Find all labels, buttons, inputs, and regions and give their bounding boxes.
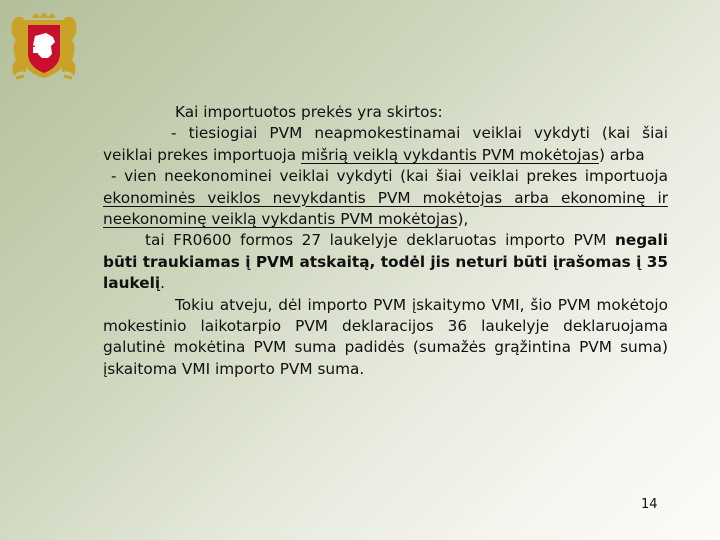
case-non-economic-underlined: ekonominės veiklos nevykdantis PVM mokėtojas arba ekonominę ir neekonominę veiklą vykdantis PVM mokėtojas xyxy=(103,188,668,229)
coat-of-arms-icon xyxy=(8,10,80,80)
page-number: 14 xyxy=(641,497,658,512)
slide-body xyxy=(103,102,668,380)
case-non-economic-text: - vien neekonominei veiklai vykdyti (kai šiai veiklai prekes importuoja xyxy=(111,167,668,186)
rule-text: tai FR0600 formos 27 laukelyje deklaruotas importo PVM xyxy=(145,231,615,250)
heading-text: Kai importuotos prekės yra skirtos: xyxy=(175,103,443,121)
case-non-economic xyxy=(103,166,668,230)
rule-paragraph xyxy=(103,230,668,294)
case-direct-text: - tiesiogiai PVM neapmokestinamai veiklai vykdyti (kai šiai veiklai prekes importuoja xyxy=(103,124,668,164)
case-non-economic-tail: ), xyxy=(457,210,469,229)
note-text: Tokiu atveju, dėl importo PVM įskaitymo VMI, šio PVM mokėtojo mokestinio laikotarpio PVM deklaracijos 36 laukelyje deklaruojama galutinė mokėtina PVM suma padidės (sumažės grąžintina PVM suma) įskaitoma VMI importo PVM suma. xyxy=(103,295,668,378)
case-direct-vat-exempt xyxy=(103,123,668,166)
note-paragraph xyxy=(103,295,668,381)
case-direct-underlined: mišrią veiklą vykdantis PVM mokėtojas xyxy=(301,145,600,164)
case-direct-tail: ) arba xyxy=(599,145,645,164)
heading-paragraph xyxy=(103,102,668,123)
rule-tail: . xyxy=(160,274,165,293)
rule-bold: negali būti traukiamas į PVM atskaitą, todėl jis neturi būti įrašomas į 35 laukelį xyxy=(103,231,668,293)
